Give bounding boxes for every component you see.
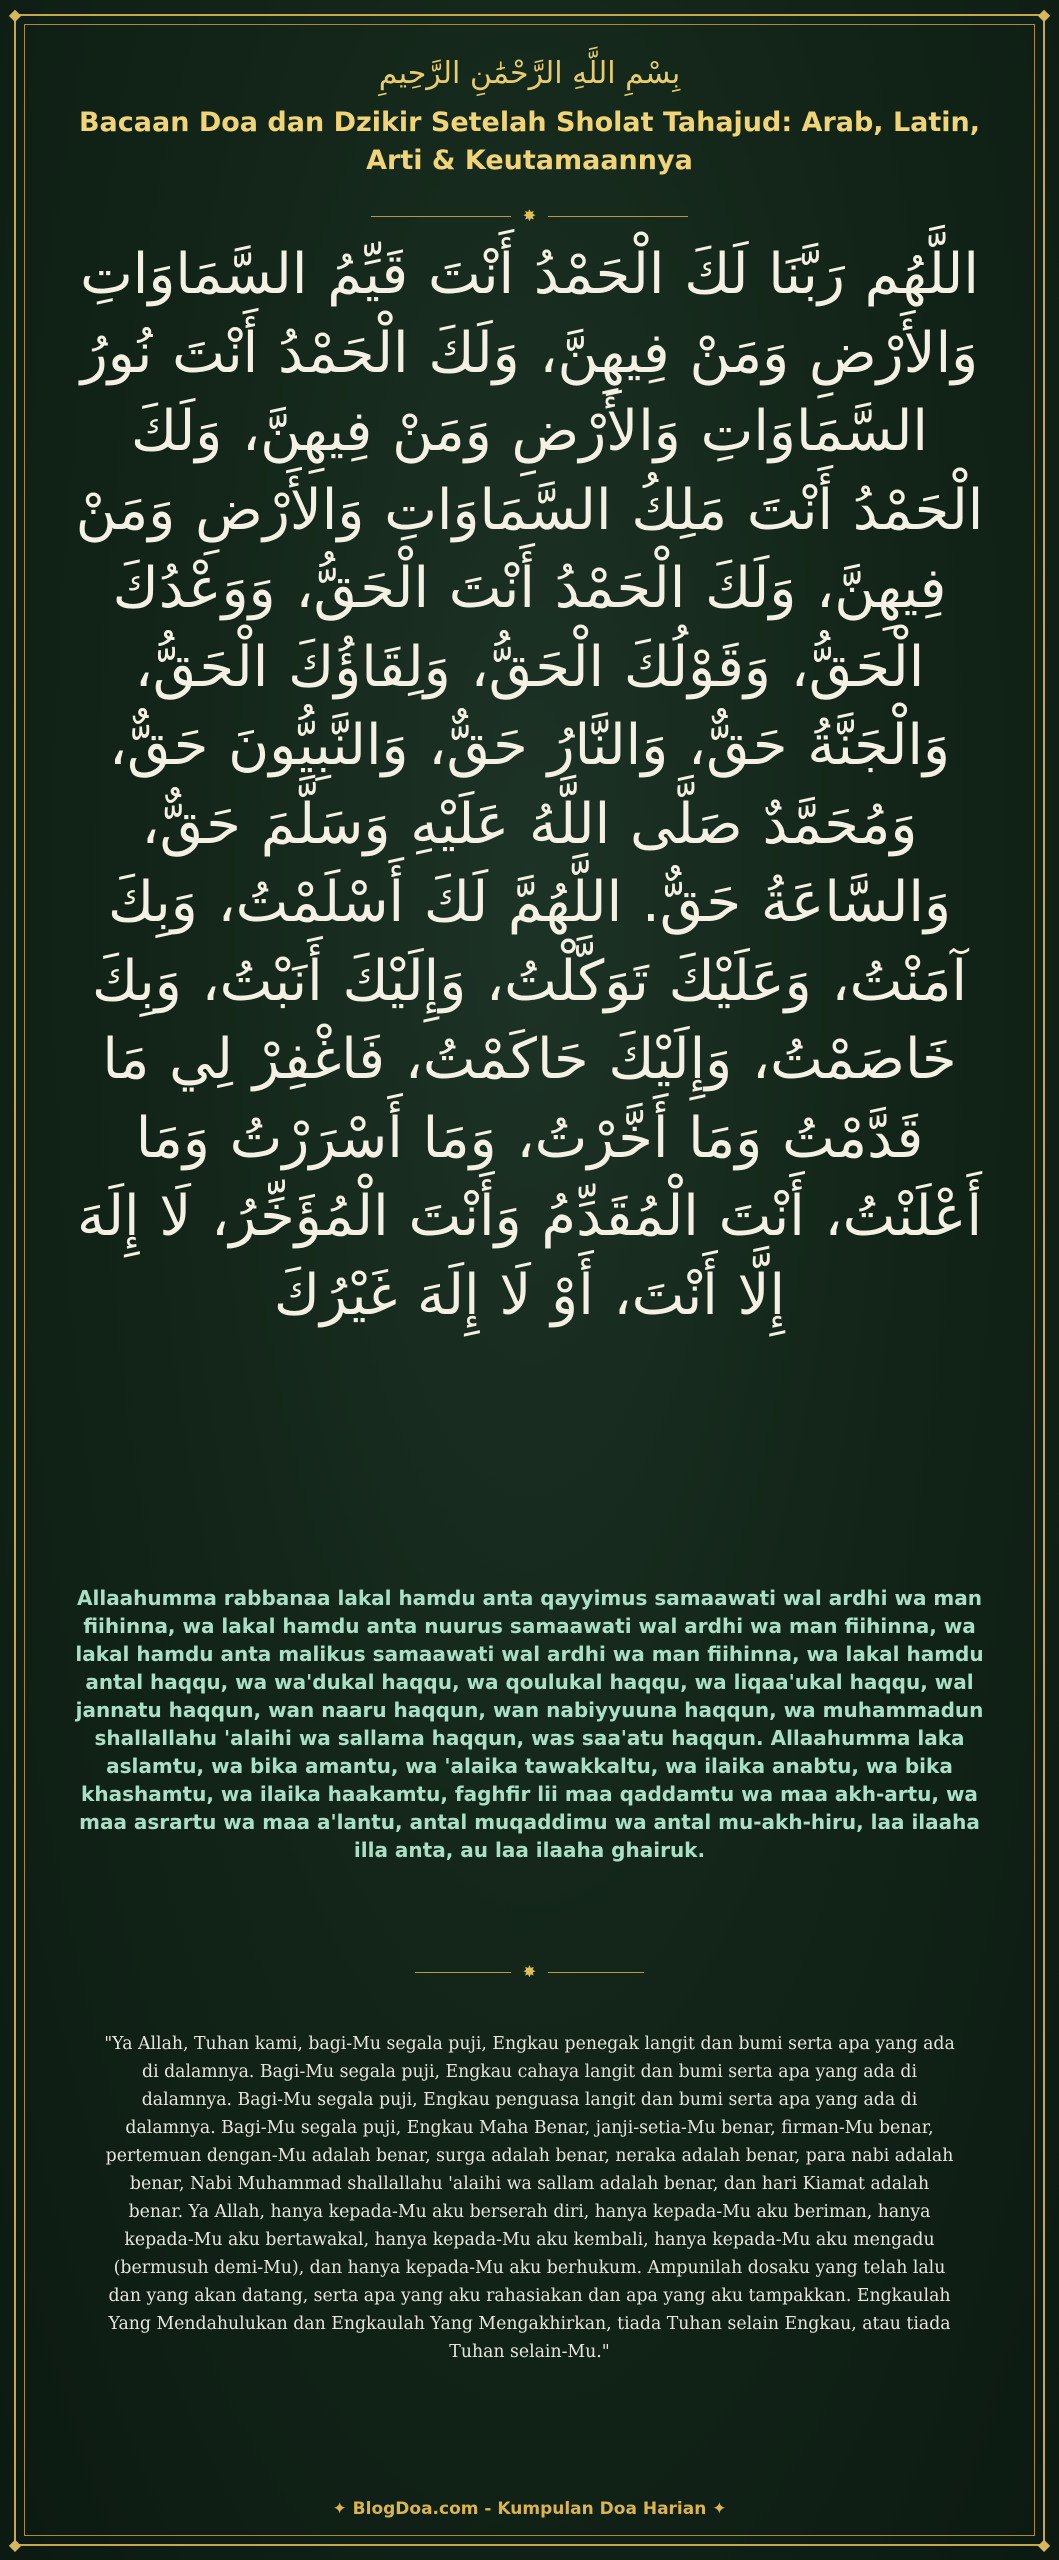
divider-line [548,216,688,217]
basmalah-heading: بِسْمِ اللَّهِ الرَّحْمَٰنِ الرَّحِيمِ [378,56,681,91]
footer-credit: ✦ BlogDoa.com - Kumpulan Doa Harian ✦ [332,2499,727,2519]
star-ornament-icon: ✸ [522,206,537,225]
star-ornament-icon: ✸ [522,1962,537,1981]
divider-line [415,1972,511,1973]
corner-ornament-icon: ◆ [1037,5,1051,24]
divider-line [371,216,511,217]
arabic-doa-text: اللَّهُم رَبَّنَا لَكَ الْحَمْدُ أَنْتَ قَيِّمُ السَّمَاوَاتِ وَالأَرْضِ وَمَنْ فِيهِنَّ، وَلَكَ الْحَمْدُ أَنْتَ نُورُ السَّمَاوَاتِ وَالأَرْضِ وَمَنْ فِيهِنَّ، وَلَكَ الْحَمْدُ أَنْتَ مَلِكُ السَّمَاوَاتِ وَالأَرْضِ وَمَنْ فِيهِنَّ، وَلَكَ الْحَمْدُ أَنْتَ الْحَقُّ، وَوَعْدُكَ الْحَقُّ، وَقَوْلُكَ الْحَقُّ، وَلِقَاؤُكَ الْحَقُّ، وَالْجَنَّةُ حَقٌّ، وَالنَّارُ حَقٌّ، وَالنَّبِيُّونَ حَقٌّ، وَمُحَمَّدٌ صَلَّى اللَّهُ عَلَيْهِ وَسَلَّمَ حَقٌّ، وَالسَّاعَةُ حَقٌّ. اللَّهُمَّ لَكَ أَسْلَمْتُ، وَبِكَ آمَنْتُ، وَعَلَيْكَ تَوَكَّلْتُ، وَإِلَيْكَ أَنَبْتُ، وَبِكَ خَاصَمْتُ، وَإِلَيْكَ حَاكَمْتُ، فَاغْفِرْ لِي مَا قَدَّمْتُ وَمَا أَخَّرْتُ، وَمَا أَسْرَرْتُ وَمَا أَعْلَنْتُ، أَنْتَ الْمُقَدِّمُ وَأَنْتَ الْمُؤَخِّرُ، لَا إِلَهَ إِلَّا أَنْتَ، أَوْ لَا إِلَهَ غَيْرُكَ [75,242,984,1328]
section-divider [0,1962,1059,1982]
corner-ornament-icon: ◆ [8,5,22,24]
corner-ornament-icon: ◆ [8,2535,22,2554]
title-divider [0,206,1059,226]
page-title: Bacaan Doa dan Dzikir Setelah Sholat Tahajud: Arab, Latin, Arti & Keutamaannya [78,107,981,176]
corner-ornament-icon: ◆ [1037,2535,1051,2554]
latin-transliteration: Allaahumma rabbanaa lakal hamdu anta qayyimus samaawati wal ardhi wa man fiihinna, wa lakal hamdu anta nuurus samaawati wal ardhi wa man fiihinna, wa lakal hamdu anta malikus samaawati wal ardhi wa man fiihinna, wa lakal hamdu antal haqqu, wa wa'dukal haqqu, wa qoulukal haqqu, wa liqaa'ukal haqqu, wal jannatu haqqun, wan naaru haqqun, wan nabiyyuuna haqqun, wa muhammadun shallallahu 'alaihi wa sallama haqqun, was saa'atu haqqun. Allaahumma laka aslamtu, wa bika amantu, wa 'alaika tawakkaltu, wa ilaika anabtu, wa bika khashamtu, wa ilaika haakamtu, faghfir lii maa qaddamtu wa maa akh-artu, wa maa asrartu wa maa a'lantu, antal muqaddimu wa antal mu-akh-hiru, laa ilaaha illa anta, au laa ilaaha ghairuk. [75,1586,984,1862]
divider-line [548,1972,644,1973]
indonesian-translation: "Ya Allah, Tuhan kami, bagi-Mu segala puji, Engkau penegak langit dan bumi serta apa yang ada di dalamnya. Bagi-Mu segala puji, Engkau cahaya langit dan bumi serta apa yang ada di dalamnya. Bagi-Mu segala puji, Engkau penguasa langit dan bumi serta apa yang ada di dalamnya. Bagi-Mu segala puji, Engkau Maha Benar, janji-setia-Mu benar, firman-Mu benar, pertemuan dengan-Mu adalah benar, surga adalah benar, neraka adalah benar, para nabi adalah benar, Nabi Muhammad shallallahu 'alaihi wa sallam adalah benar, dan hari Kiamat adalah benar. Ya Allah, hanya kepada-Mu aku berserah diri, hanya kepada-Mu aku beriman, hanya kepada-Mu aku bertawakal, hanya kepada-Mu aku kembali, hanya kepada-Mu aku mengadu (bermusuh demi-Mu), dan hanya kepada-Mu aku berhukum. Ampunilah dosaku yang telah lalu dan yang akan datang, serta apa yang aku rahasiakan dan apa yang aku tampakkan. Engkaulah Yang Mendahulukan dan Engkaulah Yang Mengakhirkan, tiada Tuhan selain Engkau, atau tiada Tuhan selain-Mu." [104,2034,955,2362]
